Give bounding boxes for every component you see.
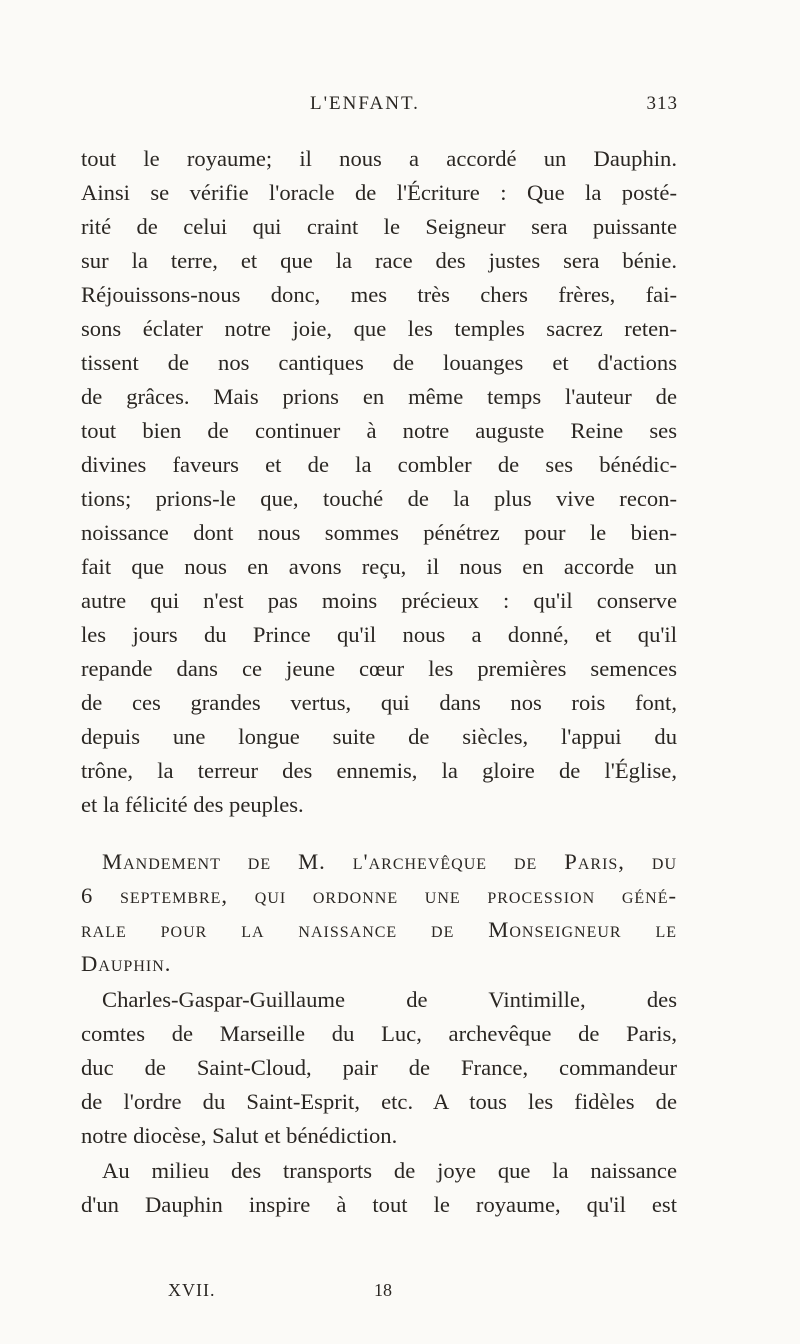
text-line: sons éclater notre joie, que les temples sacrez reten-	[81, 316, 677, 341]
text-line: de ces grandes vertus, qui dans nos rois font,	[81, 690, 677, 715]
text-line: Ainsi se vérifie l'oracle de l'Écriture : Que la posté-	[81, 180, 677, 205]
text-line: Au milieu des transports de joye que la naissance	[102, 1158, 677, 1183]
text-line: Réjouissons-nous donc, mes très chers frères, fai-	[81, 282, 677, 307]
text-line: repande dans ce jeune cœur les premières semences	[81, 656, 677, 681]
text-line: fait que nous en avons reçu, il nous en accorde un	[81, 554, 677, 579]
text-line: autre qui n'est pas moins précieux : qu'il conserve	[81, 588, 677, 613]
sheet-number: 18	[374, 1280, 392, 1300]
text-line: notre diocèse, Salut et bénédiction.	[81, 1123, 398, 1148]
page-footer	[168, 1280, 438, 1310]
text-line: et la félicité des peuples.	[81, 792, 304, 817]
heading-line: Dauphin.	[81, 951, 172, 976]
text-line: comtes de Marseille du Luc, archevêque de Paris,	[81, 1021, 677, 1046]
text-line: tout bien de continuer à notre auguste Reine ses	[81, 418, 677, 443]
signature-mark: XVII.	[168, 1280, 216, 1300]
text-line: tout le royaume; il nous a accordé un Dauphin.	[81, 146, 677, 171]
text-line: les jours du Prince qu'il nous a donné, et qu'il	[81, 622, 677, 647]
text-line: trône, la terreur des ennemis, la gloire de l'Église,	[81, 758, 677, 783]
heading-line: rale pour la naissance de Monseigneur le	[81, 917, 677, 942]
text-line: d'un Dauphin inspire à tout le royaume, qu'il est	[81, 1192, 677, 1217]
text-line: divines faveurs et de la combler de ses bénédic-	[81, 452, 677, 477]
text-line: duc de Saint-Cloud, pair de France, commandeur	[81, 1055, 677, 1080]
running-head: L'ENFANT.	[310, 93, 420, 114]
page-header	[310, 93, 678, 123]
text-line: Charles-Gaspar-Guillaume de Vintimille, des	[102, 987, 677, 1012]
text-line: tissent de nos cantiques de louanges et d'actions	[81, 350, 677, 375]
text-line: de grâces. Mais prions en même temps l'auteur de	[81, 384, 677, 409]
heading-line: Mandement de M. l'archevêque de Paris, du	[102, 849, 677, 874]
page-number: 313	[646, 93, 678, 114]
text-line: depuis une longue suite de siècles, l'appui du	[81, 724, 677, 749]
heading-line: 6 septembre, qui ordonne une procession géné-	[81, 883, 677, 908]
text-line: sur la terre, et que la race des justes sera bénie.	[81, 248, 677, 273]
text-line: tions; prions-le que, touché de la plus vive recon-	[81, 486, 677, 511]
text-line: rité de celui qui craint le Seigneur sera puissante	[81, 214, 677, 239]
text-line: de l'ordre du Saint-Esprit, etc. A tous les fidèles de	[81, 1089, 677, 1114]
text-line: noissance dont nous sommes pénétrez pour le bien-	[81, 520, 677, 545]
